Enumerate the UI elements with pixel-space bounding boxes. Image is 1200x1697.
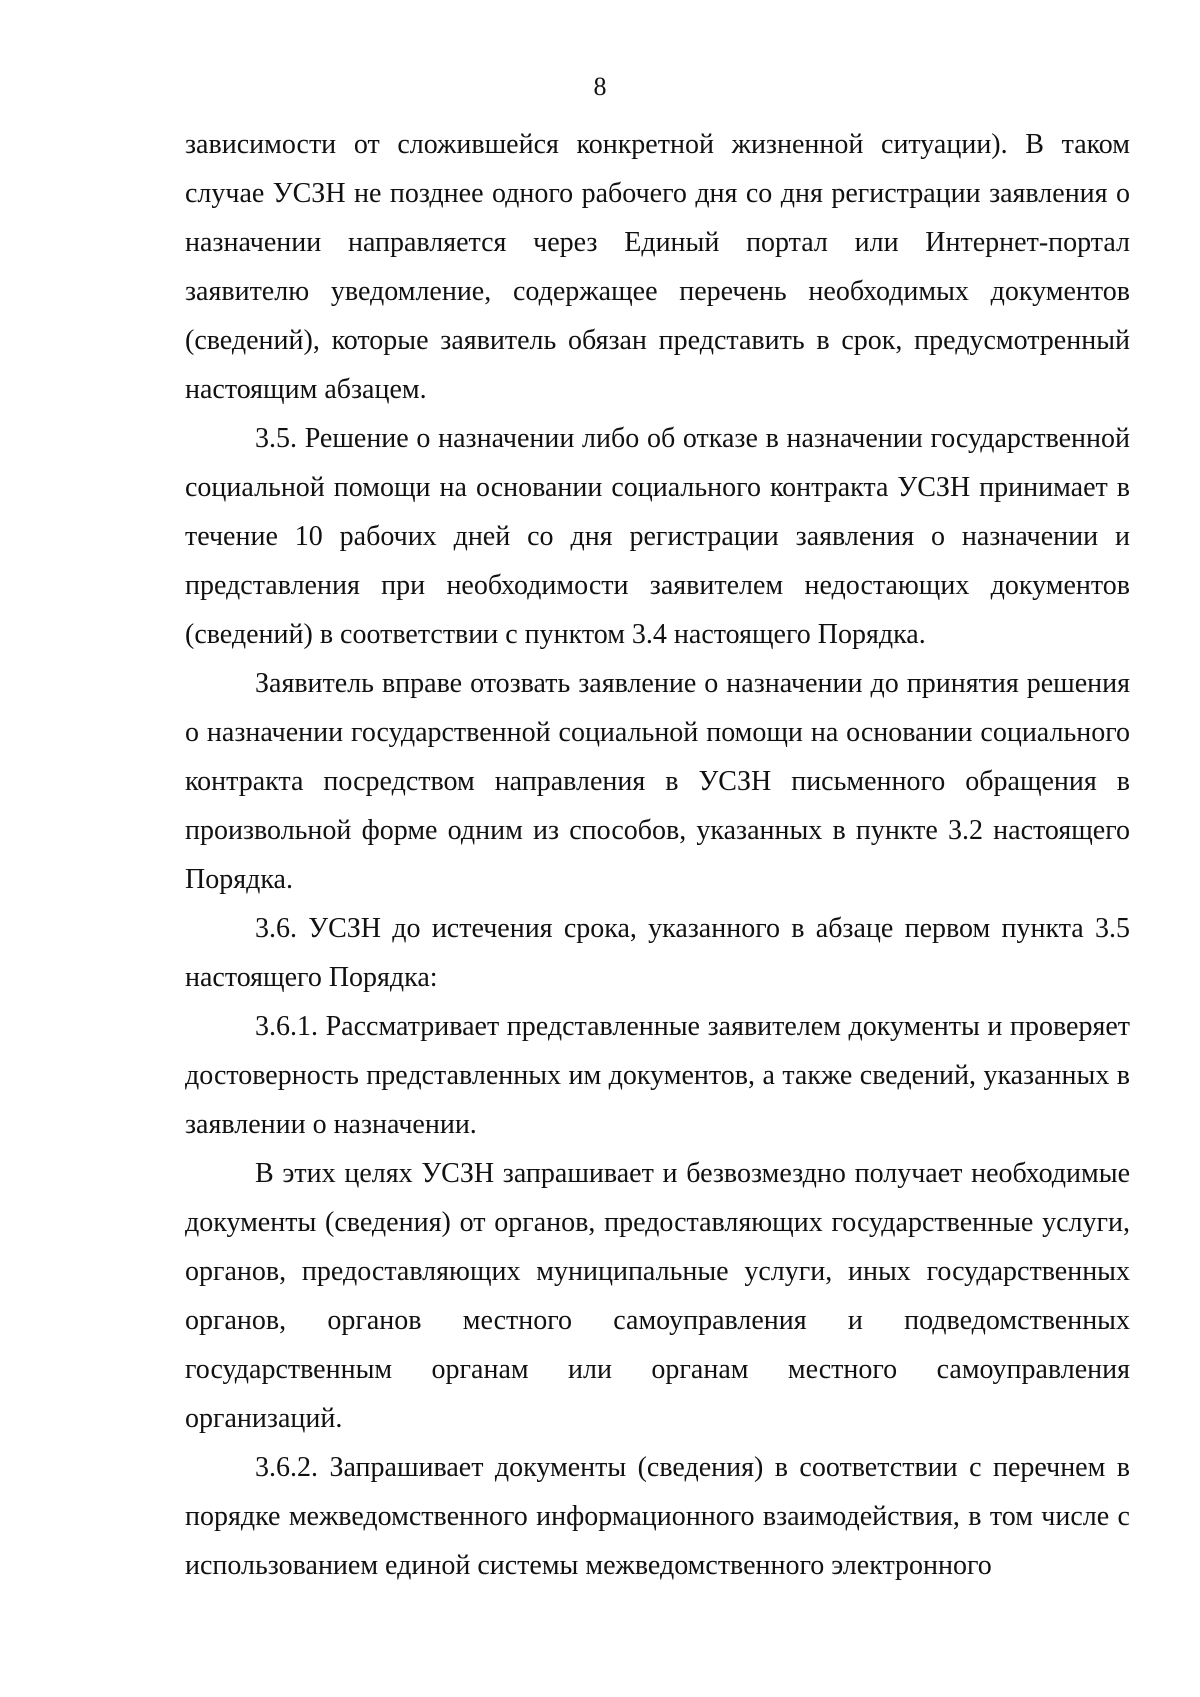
document-body [185,120,1130,1590]
paragraph-3-5: 3.5. Решение о назначении либо об отказе в назначении государственной социальной помощи на основании социального контракта УСЗН принимает в течение 10 рабочих дней со дня регистрации заявления о назначении и представления при необходимости заявителем недостающих документов (сведений) в соответствии с пунктом 3.4 настоящего Порядка. [185,423,1130,650]
paragraph-3-6-1: 3.6.1. Рассматривает представленные заявителем документы и проверяет достоверность представленных им документов, а также сведений, указанных в заявлении о назначении. [185,1011,1130,1140]
paragraph-withdrawal: Заявитель вправе отозвать заявление о назначении до принятия решения о назначении государственной социальной помощи на основании социального контракта посредством направления в УСЗН письменного обращения в произвольной форме одним из способов, указанных в пункте 3.2 настоящего Порядка. [185,668,1130,895]
page-number: 8 [593,72,607,101]
paragraph-3-6-2: 3.6.2. Запрашивает документы (сведения) в соответствии с перечнем в порядке межведомственного информационного взаимодействия, в том числе с использованием единой системы межведомственного электронного [185,1452,1130,1581]
paragraph-requests: В этих целях УСЗН запрашивает и безвозмездно получает необходимые документы (сведения) от органов, предоставляющих государственные услуги, органов, предоставляющих муниципальные услуги, иных государственных органов, органов местного самоуправления и подведомственных государственным органам или органам местного самоуправления организаций. [185,1158,1130,1434]
paragraph-3-6: 3.6. УСЗН до истечения срока, указанного в абзаце первом пункта 3.5 настоящего Порядка: [185,913,1130,993]
paragraph-continuation: зависимости от сложившейся конкретной жизненной ситуации). В таком случае УСЗН не позднее одного рабочего дня со дня регистрации заявления о назначении направляется через Единый портал или Интернет-портал заявителю уведомление, содержащее перечень необходимых документов (сведений), которые заявитель обязан представить в срок, предусмотренный настоящим абзацем. [185,129,1130,405]
